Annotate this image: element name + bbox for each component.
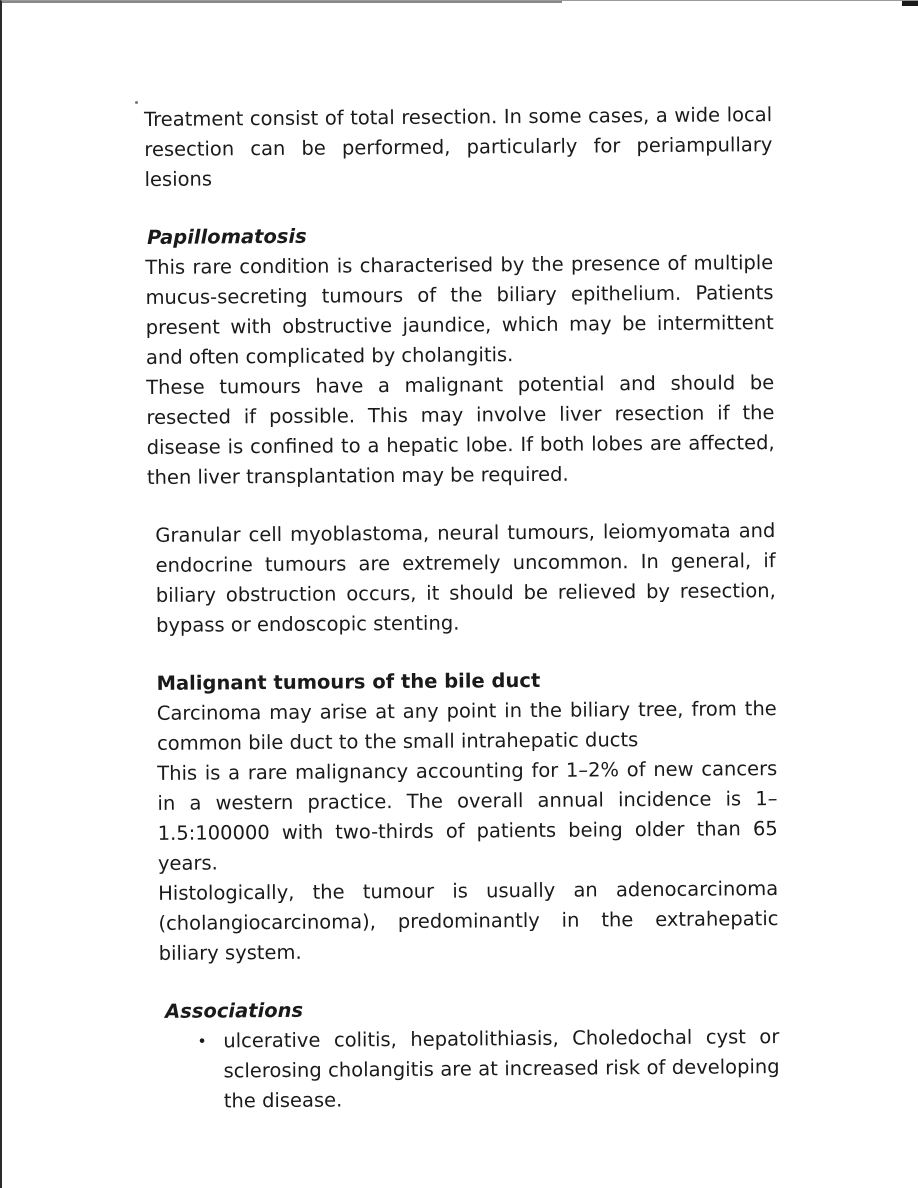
papillomatosis-paragraph-2: These tumours have a malignant potential and should be resected if possible. This may involve liver resection if the disease is confined to a hepatic lobe. If both lobes are affected, then liver transplantation may be required.: [146, 371, 775, 489]
associations-list: [159, 1022, 780, 1117]
associations-item-text: ulcerative colitis, hepatolithiasis, Choledochal cyst or sclerosing cholangitis are at increased risk of developing the disease.: [223, 1025, 780, 1113]
malignant-paragraph-3: Histologically, the tumour is usually an adenocarcinoma (cholangiocarcinoma), predominantly in the extrahepatic biliary system.: [158, 877, 779, 965]
scan-speck: [135, 101, 138, 104]
bullet-icon: •: [197, 1031, 207, 1051]
document-body: [144, 100, 780, 1145]
scan-edge-line: [2, 1, 562, 3]
list-item: [197, 1022, 780, 1116]
malignant-paragraph-1: Carcinoma may arise at any point in the biliary tree, from the common bile duct to the small intrahepatic ducts: [156, 697, 777, 755]
intro-section: [144, 100, 773, 195]
uncommon-tumours-paragraph: Granular cell myoblastoma, neural tumours, leiomyomata and endocrine tumours are extremely uncommon. In general, if biliary obstruction occurs, it should be relieved by resection, bypass or endoscopic stenting.: [155, 519, 776, 637]
malignant-heading: Malignant tumours of the bile duct: [156, 668, 541, 695]
malignant-paragraph-2: This is a rare malignancy accounting for 1–2% of new cancers in a western practice. The overall annual incidence is 1–1.5:100000 with two-thirds of patients being older than 65 years.: [157, 757, 778, 875]
scan-corner-mark: [902, 1, 918, 6]
papillomatosis-paragraph-1: This rare condition is characterised by the presence of multiple mucus-secreting tumours of the biliary epithelium. Patients present with obstructive jaundice, which may be intermittent and often complicated by cholangitis.: [145, 251, 774, 369]
associations-section: [151, 992, 780, 1117]
malignant-section: [148, 664, 778, 969]
papillomatosis-heading: Papillomatosis: [146, 224, 307, 249]
papillomatosis-section: [145, 218, 775, 493]
intro-paragraph: Treatment consist of total resection. In some cases, a wide local resection can be performed, particularly for periampullary lesions: [144, 103, 773, 191]
associations-heading: Associations: [165, 998, 304, 1023]
uncommon-tumours-section: [147, 516, 776, 641]
